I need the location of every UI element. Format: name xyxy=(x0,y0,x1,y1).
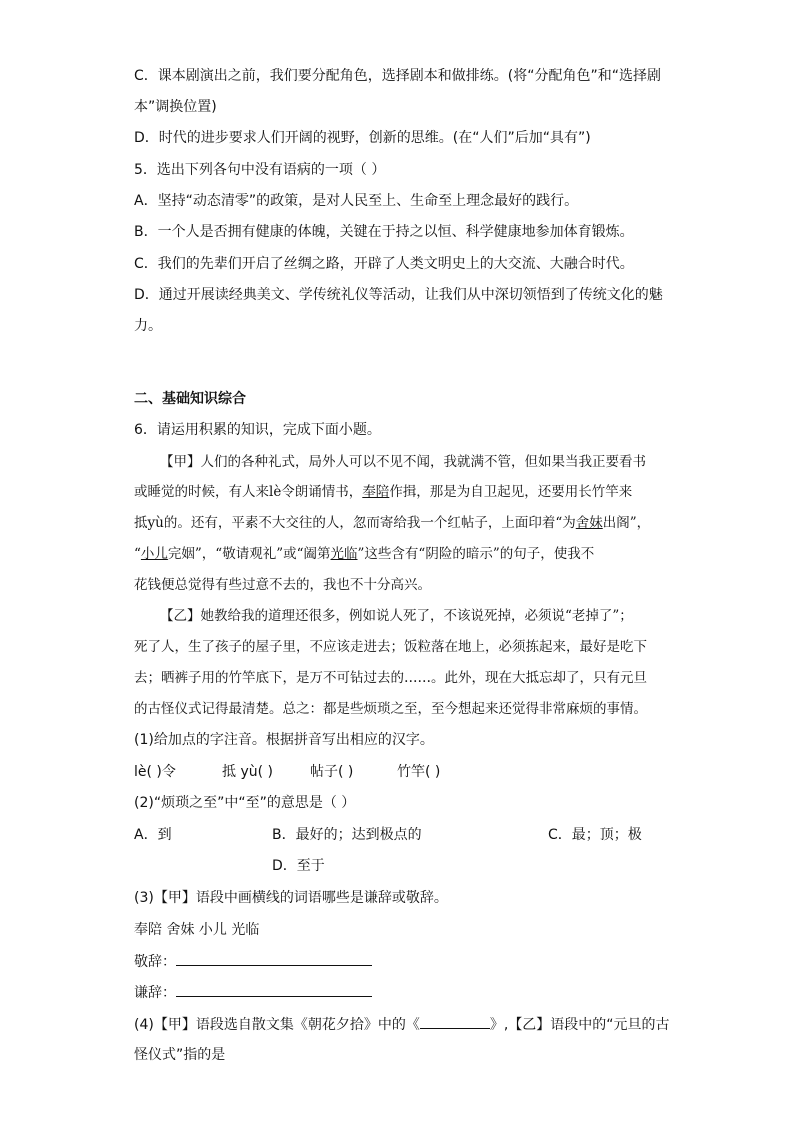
underlined-word-shemei: 舍妹 xyxy=(575,515,603,531)
qianci-label: 谦辞： xyxy=(134,985,176,1001)
sub2-option-d: D．至于 xyxy=(272,858,325,874)
sub3-stem: (3)【甲】语段中画横线的词语哪些是谦辞或敬辞。 xyxy=(134,890,448,906)
sub4-line2: 怪仪式”指的是 xyxy=(134,1047,226,1063)
sub1-item-4: 竹竿( ) xyxy=(397,764,441,780)
sub2-option-c: C．最；顶；极 xyxy=(548,827,642,843)
sub1-item-3: 帖子( ) xyxy=(310,764,354,780)
q5-stem: 5．选出下列各句中没有语病的一项（ ） xyxy=(134,162,386,178)
sub1-stem: (1)给加点的字注音。根据拼音写出相应的汉字。 xyxy=(134,732,434,748)
yi-line4: 的古怪仪式记得最清楚。总之：都是些烦琐之至，至今想起来还觉得非常麻烦的事情。 xyxy=(134,701,647,717)
q6-stem: 6．请运用积累的知识，完成下面小题。 xyxy=(134,422,381,438)
q5-option-c: C．我们的先辈们开启了丝绸之路，开辟了人类文明史上的大交流、大融合时代。 xyxy=(134,256,634,272)
q5-option-d-line2: 力。 xyxy=(134,318,162,334)
essay-title-blank[interactable] xyxy=(420,1014,490,1029)
q4-option-c-line2: 本”调换位置) xyxy=(134,99,217,115)
sub2-option-b: B．最好的；达到极点的 xyxy=(272,827,422,843)
qianci-answer-blank[interactable] xyxy=(176,982,372,997)
q5-option-b: B．一个人是否拥有健康的体魄，关键在于持之以恒、科学健康地参加体育锻炼。 xyxy=(134,224,634,240)
sub4-line1: (4)【甲】语段选自散文集《朝花夕拾》中的《 》,【乙】语段中的“元旦的古 xyxy=(134,1014,670,1035)
jia-line5: 花钱便总觉得有些过意不去的，我也不十分高兴。 xyxy=(134,577,431,593)
sub2-option-a: A．到 xyxy=(134,827,172,843)
sub3-words: 奉陪 舍妹 小儿 光临 xyxy=(134,922,260,938)
q4-option-d: D．时代的进步要求人们开阔的视野，创新的思维。(在“人们”后加“具有”) xyxy=(134,130,591,146)
q5-option-a: A．坚持“动态清零”的政策，是对人民至上、生命至上理念最好的践行。 xyxy=(134,193,579,209)
sub3-jingci-row xyxy=(134,951,372,972)
jingci-label: 敬辞： xyxy=(134,954,176,970)
sub2-stem: (2)“烦琐之至”中“至”的意思是（ ） xyxy=(134,795,356,811)
underlined-word-guanglin: 光临 xyxy=(330,546,358,562)
jingci-answer-blank[interactable] xyxy=(176,951,372,966)
underlined-word-xiaoer: 小儿 xyxy=(140,546,168,562)
q5-option-d-line1: D．通过开展读经典美文、学传统礼仪等活动，让我们从中深切领悟到了传统文化的魅 xyxy=(134,287,663,303)
jia-line2: 或睡觉的时候，有人来lè令朗诵情书，奉陪作揖，那是为自卫起见，还要用长竹竿来 xyxy=(134,484,633,500)
jia-line4: “小儿完姻”，“敬请观礼”或“阖第光临”这些含有“阴险的暗示”的句子，使我不 xyxy=(134,546,595,562)
yi-line1: 【乙】她教给我的道理还很多，例如说人死了，不该说死掉，必须说“老掉了”； xyxy=(160,608,633,624)
yi-line3: 去；晒裤子用的竹竿底下，是万不可钻过去的……。此外，现在大抵忘却了，只有元旦 xyxy=(134,670,647,686)
sub1-item-1: lè( )令 xyxy=(134,764,176,780)
jia-line3: 抵yù的。还有，平素不大交往的人，忽而寄给我一个红帖子，上面印着“为舍妹出阁”， xyxy=(134,515,651,531)
section-title: 二、基础知识综合 xyxy=(134,391,246,407)
sub3-qianci-row xyxy=(134,982,372,1003)
underlined-word-fengpei: 奉陪 xyxy=(362,484,390,500)
jia-line1: 【甲】人们的各种礼式，局外人可以不见不闻，我就满不管，但如果当我正要看书 xyxy=(160,454,646,470)
yi-line2: 死了人，生了孩子的屋子里，不应该走进去；饭粒落在地上，必须拣起来，最好是吃下 xyxy=(134,639,647,655)
q4-option-c-line1: C．课本剧演出之前，我们要分配角色，选择剧本和做排练。(将“分配角色”和“选择剧 xyxy=(134,68,661,84)
sub1-item-2: 抵 yù( ) xyxy=(222,764,273,780)
